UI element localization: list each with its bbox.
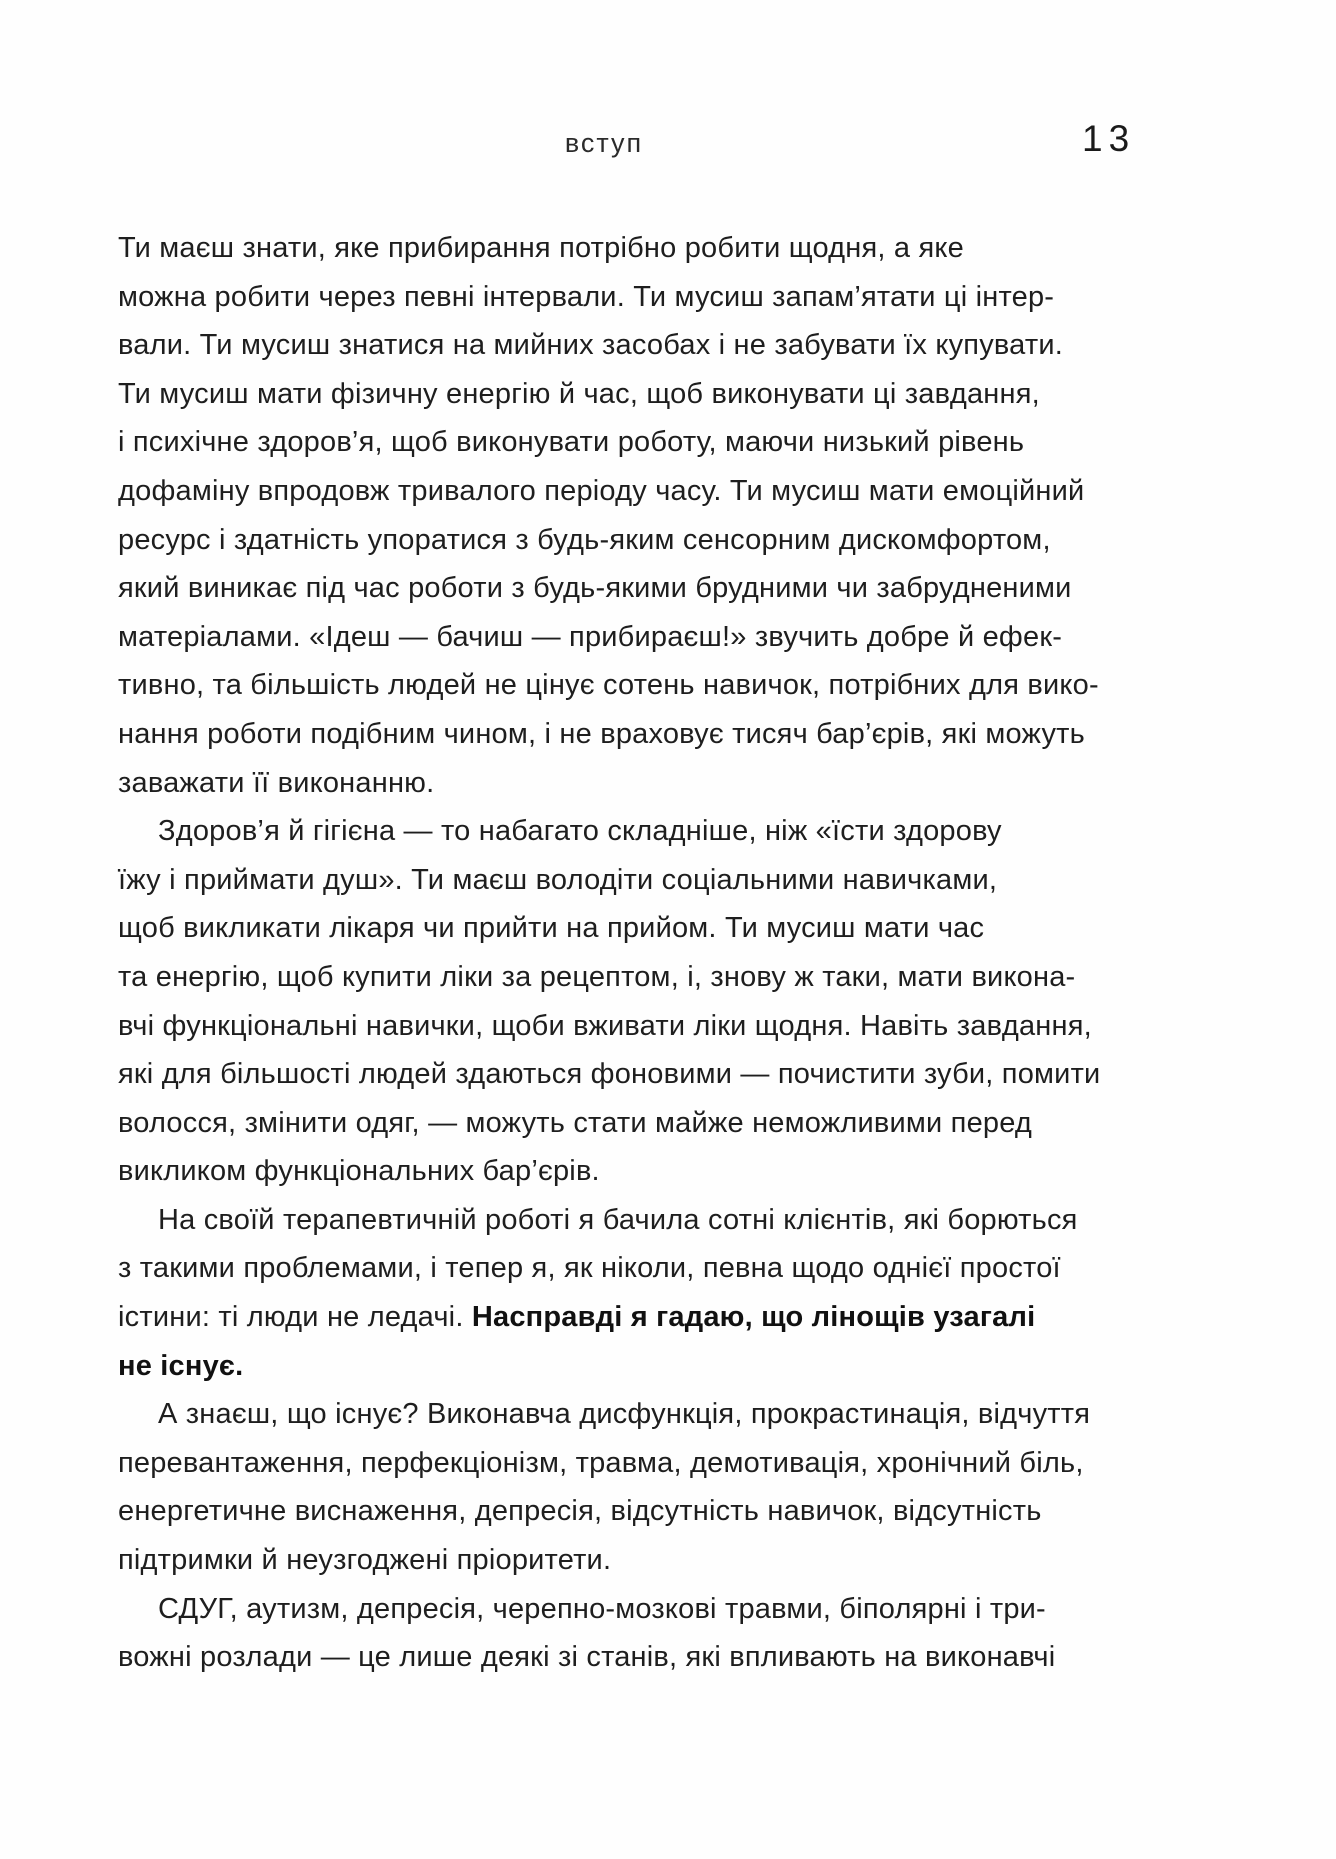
text-segment: який виникає під час роботи з будь-якими брудними чи забрудненими <box>118 572 1072 605</box>
text-segment: заважати її виконанню. <box>118 766 435 799</box>
text-line <box>118 1147 1218 1196</box>
text-line <box>118 467 1218 516</box>
text-segment: які для більшості людей здаються фоновими — почистити зуби, помити <box>118 1058 1101 1091</box>
text-segment: тивно, та більшість людей не цінує сотень навичок, потрібних для вико- <box>118 669 1099 702</box>
text-line <box>118 321 1218 370</box>
text-segment: вчі функціональні навички, щоби вживати ліки щодня. Навіть завдання, <box>118 1009 1092 1042</box>
text-line <box>118 613 1218 662</box>
text-segment: На своїй терапевтичній роботі я бачила сотні клієнтів, які борються <box>158 1203 1078 1236</box>
text-line <box>118 224 1218 273</box>
text-segment: ресурс і здатність упоратися з будь-яким сенсорним дискомфортом, <box>118 523 1051 556</box>
text-line <box>118 710 1218 759</box>
text-line <box>118 273 1218 322</box>
text-line <box>118 953 1218 1002</box>
text-line <box>118 370 1218 419</box>
text-line <box>118 1099 1218 1148</box>
text-line <box>118 564 1218 613</box>
bold-text-segment: Насправді я гадаю, що лінощів узагалі <box>471 1301 1036 1334</box>
text-line <box>118 1439 1218 1488</box>
text-segment: СДУГ, аутизм, депресія, черепно-мозкові травми, біполярні і три- <box>158 1592 1046 1625</box>
text-segment: викликом функціональних бар’єрів. <box>118 1155 600 1188</box>
text-segment: перевантаження, перфекціонізм, травма, демотивація, хронічний біль, <box>118 1446 1084 1479</box>
text-segment: А знаєш, що існує? Виконавча дисфункція, прокрастинація, відчуття <box>158 1398 1091 1431</box>
text-line <box>118 856 1218 905</box>
body-text <box>118 224 1218 1682</box>
text-line <box>118 807 1218 856</box>
running-header: вступ <box>564 128 644 158</box>
text-segment: Ти мусиш мати фізичну енергію й час, щоб виконувати ці завдання, <box>118 377 1040 410</box>
text-segment: дофаміну впродовж тривалого періоду часу. Ти мусиш мати емоційний <box>118 474 1085 507</box>
text-line <box>118 1342 1218 1391</box>
text-segment: енергетичне виснаження, депресія, відсутність навичок, відсутність <box>118 1495 1042 1528</box>
text-segment: з такими проблемами, і тепер я, як ніколи, певна щодо однієї простої <box>118 1252 1061 1285</box>
text-line <box>118 1050 1218 1099</box>
text-line <box>118 1196 1218 1245</box>
text-segment: підтримки й неузгоджені пріоритети. <box>118 1544 612 1577</box>
text-line <box>118 1002 1218 1051</box>
text-line <box>118 1633 1218 1682</box>
text-segment: матеріалами. «Ідеш — бачиш — прибираєш!» звучить добре й ефек- <box>118 620 1063 653</box>
text-line <box>118 516 1218 565</box>
text-line <box>118 1536 1218 1585</box>
text-line <box>118 1585 1218 1634</box>
text-segment: Здоров’я й гігієна — то набагато складніше, ніж «їсти здорову <box>158 815 1002 848</box>
bold-text-segment: не існує. <box>118 1349 244 1382</box>
text-segment: волосся, змінити одяг, — можуть стати майже неможливими перед <box>118 1106 1033 1139</box>
text-line <box>118 661 1218 710</box>
text-segment: щоб викликати лікаря чи прийти на прийом. Ти мусиш мати час <box>118 912 985 945</box>
text-line <box>118 1487 1218 1536</box>
text-segment: їжу і приймати душ». Ти маєш володіти соціальними навичками, <box>118 863 998 896</box>
text-segment: вожні розлади — це лише деякі зі станів, які впливають на виконавчі <box>118 1641 1056 1674</box>
text-segment: можна робити через певні інтервали. Ти мусиш запам’ятати ці інтер- <box>118 280 1055 313</box>
page-number: 13 <box>1082 118 1136 159</box>
text-line <box>118 418 1218 467</box>
text-segment: Ти маєш знати, яке прибирання потрібно робити щодня, а яке <box>118 232 964 264</box>
text-line <box>118 759 1218 808</box>
text-line <box>118 1244 1218 1293</box>
text-segment: та енергію, щоб купити ліки за рецептом, і, знову ж таки, мати викона- <box>118 960 1076 993</box>
text-segment: і психічне здоров’я, щоб виконувати роботу, маючи низький рівень <box>118 426 1025 459</box>
text-segment: вали. Ти мусиш знатися на мийних засобах і не забувати їх купувати. <box>118 329 1064 362</box>
text-line <box>118 904 1218 953</box>
text-line <box>118 1293 1218 1342</box>
text-segment: істини: ті люди не ледачі. <box>118 1301 472 1334</box>
text-segment: нання роботи подібним чином, і не враховує тисяч бар’єрів, які можуть <box>118 717 1085 750</box>
text-line <box>118 1390 1218 1439</box>
